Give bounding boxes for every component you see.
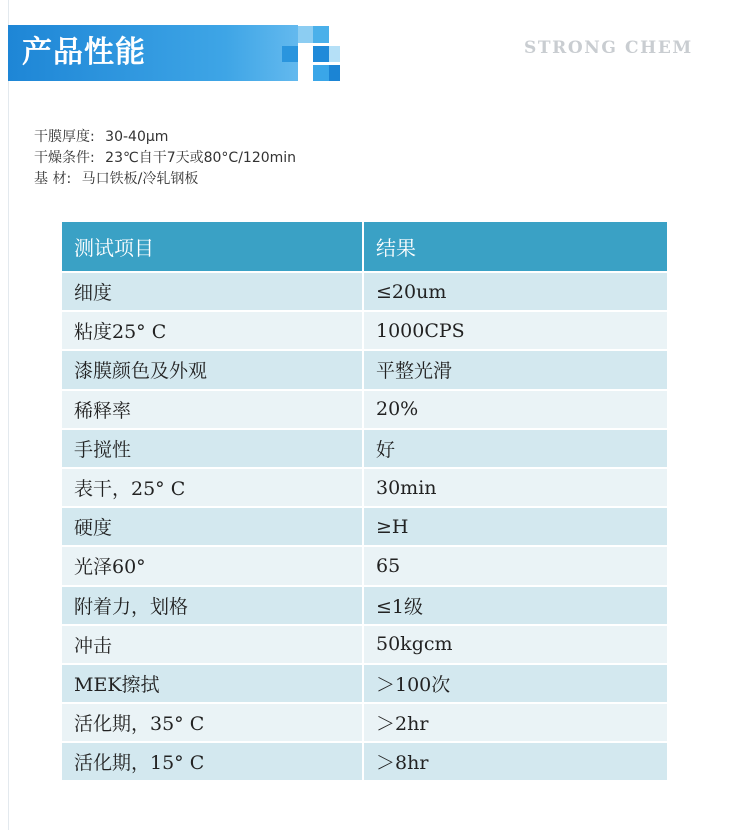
table-row [62,350,667,389]
result-cell: 1000CPS [363,311,667,350]
test-item-cell: 漆膜颜色及外观 [62,350,363,389]
result-cell: ＞100次 [363,664,667,703]
result-cell: ＞2hr [363,703,667,742]
result-cell: ≥H [363,507,667,546]
decor-square [329,46,340,62]
test-item-cell: 粘度25° C [62,311,363,350]
test-item-cell: 手搅性 [62,429,363,468]
table-row [62,742,667,781]
spec-label: 干燥条件: [34,150,95,166]
spec-value: 30-40μm [105,129,169,145]
test-item-cell: 表干，25° C [62,468,363,507]
result-cell: 30min [363,468,667,507]
decor-square [313,65,329,81]
decor-square [298,26,313,43]
spec-label: 干膜厚度: [34,129,95,145]
spec-line-drying-conditions [34,149,296,167]
decor-square [298,46,313,62]
result-cell: 50kgcm [363,625,667,664]
result-cell: ≤1级 [363,586,667,625]
table-row [62,507,667,546]
result-cell: 平整光滑 [363,350,667,389]
table-row [62,390,667,429]
table-row [62,272,667,311]
test-item-cell: 附着力，划格 [62,586,363,625]
table-header-row [62,222,667,272]
test-item-cell: 稀释率 [62,390,363,429]
test-item-cell: 活化期，15° C [62,742,363,781]
table-row [62,429,667,468]
table-row [62,664,667,703]
decor-square [282,46,298,62]
decor-square [329,65,340,81]
header-result: 结果 [363,222,667,272]
test-item-cell: 细度 [62,272,363,311]
result-cell: 20% [363,390,667,429]
page-left-border [8,0,9,830]
section-title: 产品性能 [22,35,146,70]
spec-line-substrate [34,170,198,188]
spec-line-film-thickness [34,128,168,146]
brand-watermark: STRONG CHEM [524,38,693,58]
result-cell: ＞8hr [363,742,667,781]
table-row [62,703,667,742]
spec-value: 23℃自干7天或80°C/120min [105,150,297,166]
decor-square [313,46,329,62]
test-item-cell: 硬度 [62,507,363,546]
decor-square [313,26,329,43]
table-row [62,625,667,664]
spec-label: 基 材: [34,171,72,187]
result-cell: ≤20um [363,272,667,311]
table-row [62,468,667,507]
test-item-cell: 光泽60° [62,546,363,585]
header-test-item: 测试项目 [62,222,363,272]
table-row [62,546,667,585]
table-row [62,311,667,350]
test-item-cell: 活化期，35° C [62,703,363,742]
result-cell: 好 [363,429,667,468]
test-item-cell: MEK擦拭 [62,664,363,703]
test-item-cell: 冲击 [62,625,363,664]
performance-table [62,222,667,782]
table-row [62,586,667,625]
result-cell: 65 [363,546,667,585]
spec-value: 马口铁板/冷轧钢板 [81,171,199,187]
